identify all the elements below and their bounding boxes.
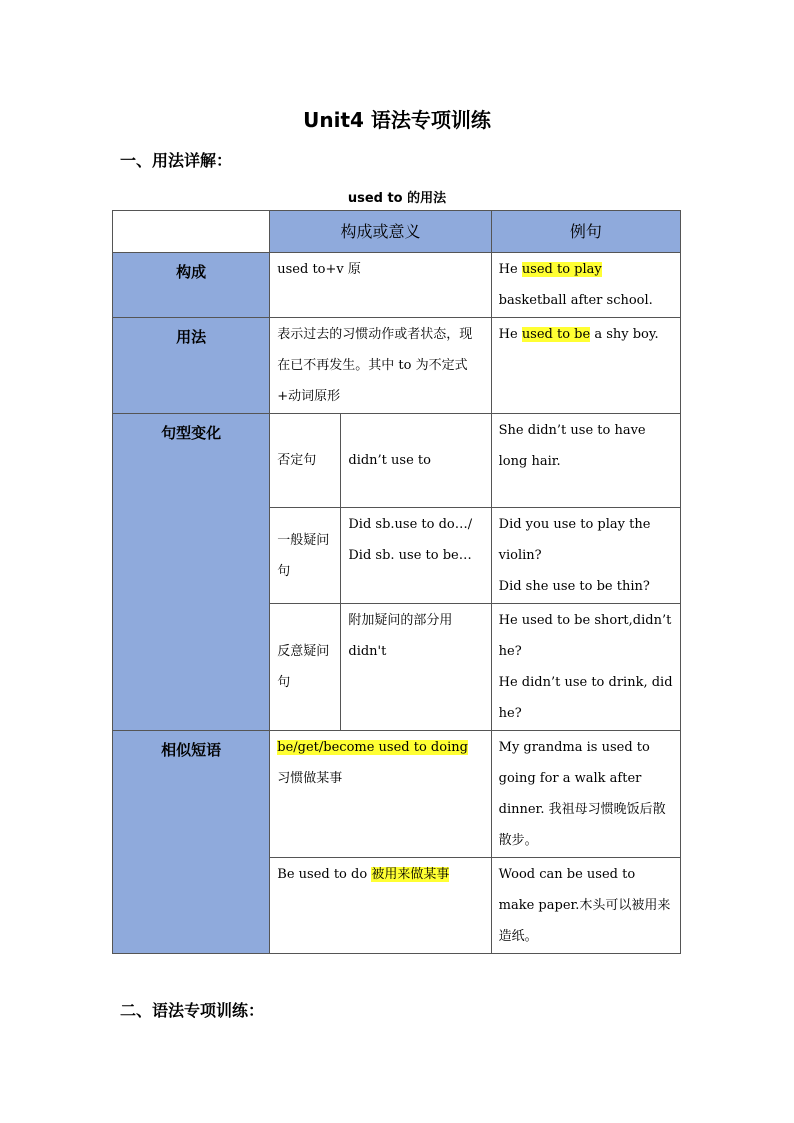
phrase1-example: My grandma is used to going for a walk after dinner. 我祖母习惯晚饭后散散步。 (491, 731, 680, 858)
question-type: 一般疑问句 (270, 508, 341, 604)
tag-example: He used to be short,didn’t he? He didn’t use to drink, did he? (491, 604, 680, 731)
page-title: Unit4 语法专项训练 (303, 108, 491, 132)
section-heading-usage: 一、用法详解： (120, 151, 233, 170)
highlight: used to play (521, 262, 602, 277)
table-row (113, 318, 681, 414)
section-heading-practice: 二、语法专项训练： (120, 1001, 265, 1020)
usage-example: He used to be a shy boy. (491, 318, 680, 414)
tag-form: 附加疑问的部分用 didn't (341, 604, 491, 731)
phrase2-example: Wood can be used to make paper.木头可以被用来造纸。 (491, 858, 680, 954)
form-example: He used to play basketball after school. (491, 253, 680, 318)
form-meaning: used to+v 原 (270, 253, 491, 318)
negative-example: She didn’t use to have long hair. (491, 414, 680, 508)
row-label-similar: 相似短语 (113, 731, 270, 954)
negative-form: didn’t use to (341, 414, 491, 508)
header-example: 例句 (491, 211, 680, 253)
phrase1-cell: be/get/become used to doing 习惯做某事 (270, 731, 491, 858)
usage-table (112, 210, 681, 954)
row-label-pattern: 句型变化 (113, 414, 270, 731)
table-caption: used to 的用法 (347, 191, 447, 206)
table-row (113, 414, 681, 508)
tag-type: 反意疑问句 (270, 604, 341, 731)
highlight: 被用来做某事 (371, 867, 450, 882)
header-blank (113, 211, 270, 253)
highlight: be/get/become used to doing (277, 740, 468, 755)
highlight: used to be (521, 327, 591, 342)
table-row (113, 731, 681, 858)
question-example: Did you use to play the violin? Did she use to be thin? (491, 508, 680, 604)
usage-meaning: 表示过去的习惯动作或者状态，现在已不再发生。其中 to 为不定式+动词原形 (270, 318, 491, 414)
phrase2-cell: Be used to do 被用来做某事 (270, 858, 491, 954)
table-header-row (113, 211, 681, 253)
table-row (113, 253, 681, 318)
header-meaning: 构成或意义 (270, 211, 491, 253)
question-form: Did sb.use to do…/ Did sb. use to be… (341, 508, 491, 604)
row-label-form: 构成 (113, 253, 270, 318)
negative-type: 否定句 (270, 414, 341, 508)
row-label-usage: 用法 (113, 318, 270, 414)
